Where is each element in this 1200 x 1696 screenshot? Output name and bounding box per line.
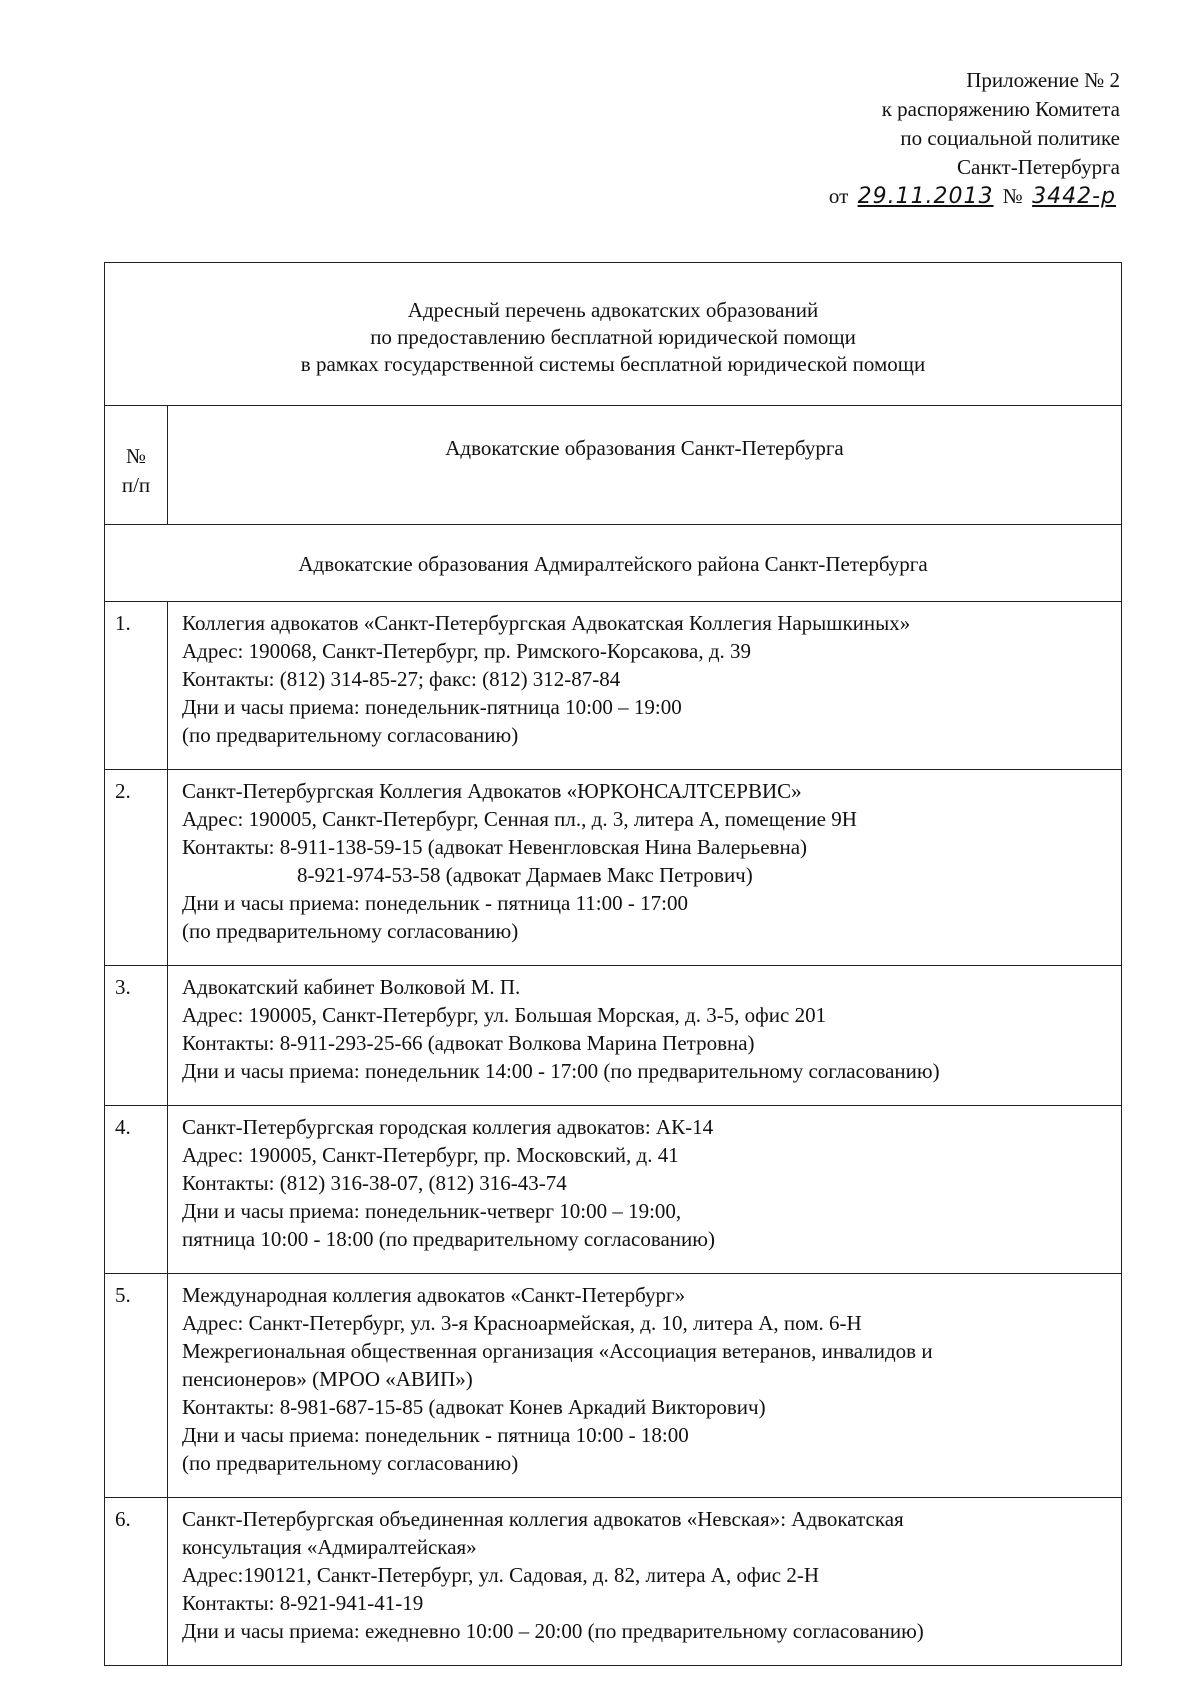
entry-number: 3. [105,966,168,1106]
date-prefix: от [828,184,849,208]
entry-details [168,770,1122,966]
appendix-city: Санкт-Петербурга [957,155,1120,179]
entry-address: Адрес: 190068, Санкт-Петербург, пр. Римского-Корсакова, д. 39 [182,639,751,663]
appendix-date-line [829,182,1120,211]
table-row [105,770,1122,966]
appendix-order-ref: к распоряжению Комитета [881,97,1120,121]
entry-number: 2. [105,770,168,966]
appendix-committee: по социальной политике [900,126,1120,150]
district-heading-text: Адвокатские образования Адмиралтейского района Санкт-Петербурга [298,552,928,576]
entry-address: Адрес: Санкт-Петербург, ул. 3-я Красноармейская, д. 10, литера А, пом. 6-Н [182,1311,862,1335]
entry-contacts: Контакты: (812) 316-38-07, (812) 316-43-74 [182,1171,567,1195]
handwritten-date: 29.11.2013 [857,184,994,209]
title-line-3: в рамках государственной системы бесплатной юридической помощи [300,352,926,376]
entry-hours: Дни и часы приема: понедельник - пятница 11:00 - 17:00 [182,891,688,915]
table-title-row [105,263,1122,406]
title-line-2: по предоставлению бесплатной юридической помощи [370,325,856,349]
entry-org-name: Санкт-Петербургская Коллегия Адвокатов «ЮРКОНСАЛТСЕРВИС» [182,779,802,803]
entry-org-name: Коллегия адвокатов «Санкт-Петербургская Адвокатская Коллегия Нарышкиных» [182,611,911,635]
entry-contacts: Контакты: 8-981-687-15-85 (адвокат Конев Аркадий Викторович) [182,1395,766,1419]
table-row [105,1106,1122,1274]
entry-hours: Дни и часы приема: понедельник-четверг 10:00 – 19:00, [182,1199,682,1223]
table-row [105,1274,1122,1498]
header-number-cell [105,406,168,525]
entry-hours: Дни и часы приема: понедельник - пятница 10:00 - 18:00 [182,1423,689,1447]
entry-org-name-cont: консультация «Адмиралтейская» [182,1535,477,1559]
entry-contacts: Контакты: 8-911-138-59-15 (адвокат Невенгловская Нина Валерьевна) [182,835,808,859]
entry-hours: Дни и часы приема: понедельник-пятница 10:00 – 19:00 [182,695,682,719]
entry-contacts: Контакты: 8-921-941-41-19 [182,1591,424,1615]
entry-details [168,966,1122,1106]
entry-hours: Дни и часы приема: понедельник 14:00 - 17:00 (по предварительному согласованию) [182,1059,940,1083]
entry-address: Адрес: 190005, Санкт-Петербург, Сенная пл., д. 3, литера А, помещение 9Н [182,807,857,831]
header-number-sign: № [125,444,147,468]
appendix-title: Приложение № 2 [966,68,1120,92]
entry-number: 6. [105,1498,168,1666]
entry-address: Адрес:190121, Санкт-Петербург, ул. Садовая, д. 82, литера А, офис 2-Н [182,1563,820,1587]
entry-note: (по предварительному согласованию) [182,1451,519,1475]
entry-note: (по предварительному согласованию) [182,919,519,943]
entry-partner-org: Межрегиональная общественная организация «Ассоциация ветеранов, инвалидов и [182,1339,933,1363]
header-column-title-text: Адвокатские образования Санкт-Петербурга [445,436,844,460]
entry-number: 1. [105,602,168,770]
entry-address: Адрес: 190005, Санкт-Петербург, пр. Московский, д. 41 [182,1143,679,1167]
entry-details [168,602,1122,770]
entry-org-name: Санкт-Петербургская объединенная коллегия адвокатов «Невская»: Адвокатская [182,1507,904,1531]
entry-contacts: Контакты: (812) 314-85-27; факс: (812) 312-87-84 [182,667,621,691]
entry-org-name: Санкт-Петербургская городская коллегия адвокатов: АК-14 [182,1115,714,1139]
table-row [105,966,1122,1106]
entry-hours: Дни и часы приема: ежедневно 10:00 – 20:00 (по предварительному согласованию) [182,1619,924,1643]
entry-number: 5. [105,1274,168,1498]
district-row [105,525,1122,602]
entry-org-name: Адвокатский кабинет Волковой М. П. [182,975,521,999]
header-column-title [168,406,1122,525]
entry-contacts-extra: 8-921-974-53-58 (адвокат Дармаев Макс Петрович) [297,863,753,887]
entry-note: (по предварительному согласованию) [182,723,519,747]
table-header-row [105,406,1122,525]
entry-details [168,1498,1122,1666]
entry-number: 4. [105,1106,168,1274]
entry-details [168,1106,1122,1274]
lawyers-table [104,262,1122,1666]
entry-address: Адрес: 190005, Санкт-Петербург, ул. Большая Морская, д. 3-5, офис 201 [182,1003,827,1027]
table-row [105,602,1122,770]
table-row [105,1498,1122,1666]
number-prefix: № [1002,184,1023,208]
table-title [105,263,1122,406]
entry-partner-org-cont: пенсионеров» (МРОО «АВИП») [182,1367,473,1391]
entry-details [168,1274,1122,1498]
handwritten-number: 3442-р [1032,184,1116,209]
appendix-header [829,66,1120,211]
district-heading [105,525,1122,602]
entry-contacts: Контакты: 8-911-293-25-66 (адвокат Волкова Марина Петровна) [182,1031,755,1055]
header-number-label: п/п [121,473,151,497]
entry-hours-extra: пятница 10:00 - 18:00 (по предварительному согласованию) [182,1227,715,1251]
title-line-1: Адресный перечень адвокатских образований [407,298,819,322]
entry-org-name: Международная коллегия адвокатов «Санкт-Петербург» [182,1283,686,1307]
